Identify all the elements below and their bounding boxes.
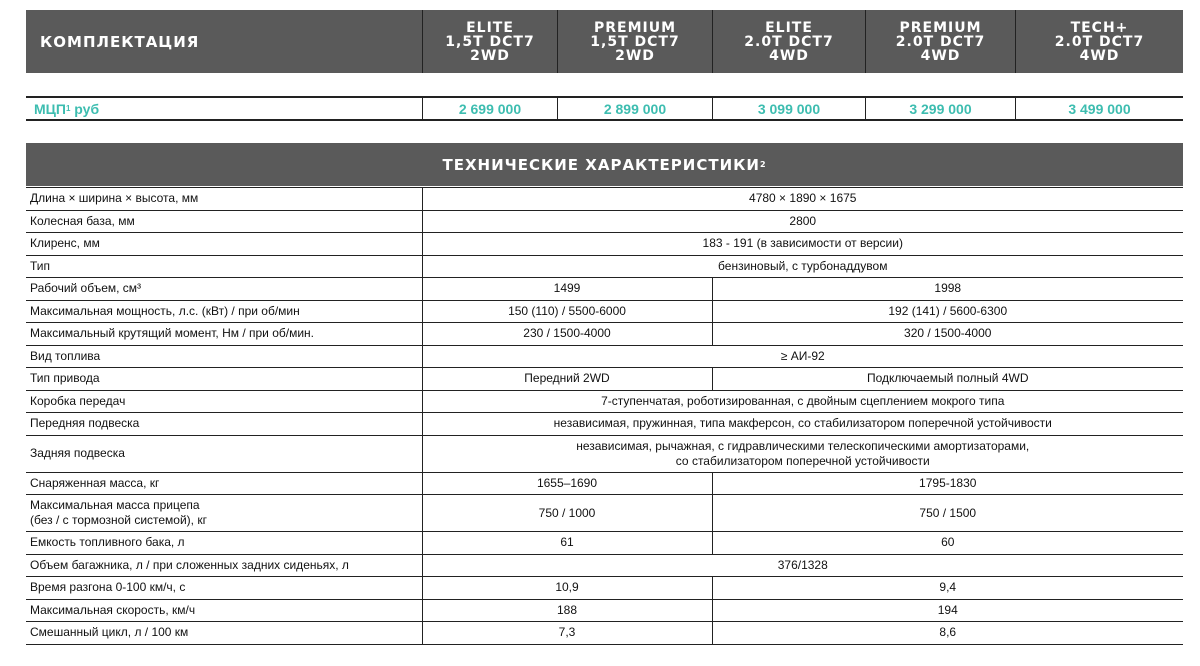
spec-label: Тип привода	[26, 368, 422, 391]
spec-value-all: 183 - 191 (в зависимости от версии)	[422, 233, 1183, 256]
trim-header	[26, 10, 1183, 73]
spec-value-all: 376/1328	[422, 554, 1183, 577]
spec-value-2-0t: 192 (141) / 5600-6300	[712, 300, 1183, 323]
spec-value-1-5t: 61	[422, 532, 712, 555]
spec-label: Задняя подвеска	[26, 435, 422, 472]
spec-label: Тип	[26, 255, 422, 278]
trim-3: ELITE 2.0T DCT7 4WD	[712, 10, 865, 73]
spec-row	[26, 345, 1183, 368]
spec-row	[26, 390, 1183, 413]
spec-label: Максимальный крутящий момент, Нм / при об/мин.	[26, 323, 422, 346]
spec-row	[26, 622, 1183, 645]
header-label: КОМПЛЕКТАЦИЯ	[40, 32, 200, 51]
spec-row	[26, 210, 1183, 233]
spec-label: Максимальная мощность, л.с. (кВт) / при об/мин	[26, 300, 422, 323]
spec-value-all: 2800	[422, 210, 1183, 233]
spec-value-2-0t: Подключаемый полный 4WD	[712, 368, 1183, 391]
spec-row	[26, 323, 1183, 346]
spec-row	[26, 532, 1183, 555]
price-1: 2 699 000	[422, 98, 557, 119]
spec-label: Рабочий объем, см³	[26, 278, 422, 301]
spec-label: Вид топлива	[26, 345, 422, 368]
spec-label: Снаряженная масса, кг	[26, 472, 422, 495]
spec-value-1-5t: 188	[422, 599, 712, 622]
spec-row	[26, 368, 1183, 391]
spec-row	[26, 278, 1183, 301]
price-3: 3 099 000	[712, 98, 865, 119]
spec-row	[26, 255, 1183, 278]
spec-value-2-0t: 1795-1830	[712, 472, 1183, 495]
spec-value-2-0t: 194	[712, 599, 1183, 622]
trim-4: PREMIUM 2.0T DCT7 4WD	[865, 10, 1015, 73]
spec-value-1-5t: 10,9	[422, 577, 712, 600]
spec-value-1-5t: 150 (110) / 5500-6000	[422, 300, 712, 323]
spec-label: Смешанный цикл, л / 100 км	[26, 622, 422, 645]
spec-value-2-0t: 750 / 1500	[712, 495, 1183, 532]
spec-value-1-5t: Передний 2WD	[422, 368, 712, 391]
spec-label: Время разгона 0-100 км/ч, с	[26, 577, 422, 600]
specs-table	[26, 187, 1183, 645]
spec-value-2-0t: 320 / 1500-4000	[712, 323, 1183, 346]
spec-label: Колесная база, мм	[26, 210, 422, 233]
spec-label: Максимальная масса прицепа (без / с тормозной системой), кг	[26, 495, 422, 532]
spec-value-all: 7-ступенчатая, роботизированная, с двойным сцеплением мокрого типа	[422, 390, 1183, 413]
spec-value-all: независимая, пружинная, типа макферсон, со стабилизатором поперечной устойчивости	[422, 413, 1183, 436]
spec-value-all: независимая, рычажная, с гидравлическими телескопическими амортизаторами, со стабилизатором поперечной устойчивости	[422, 435, 1183, 472]
price-row	[26, 96, 1183, 121]
tech-specs-title: ТЕХНИЧЕСКИЕ ХАРАКТЕРИСТИКИ 2	[26, 143, 1183, 186]
spec-value-2-0t: 9,4	[712, 577, 1183, 600]
spec-row	[26, 577, 1183, 600]
trim-5: TECH+ 2.0T DCT7 4WD	[1015, 10, 1183, 73]
spec-row	[26, 413, 1183, 436]
price-label: МЦП 1 руб	[34, 100, 100, 117]
spec-label: Передняя подвеска	[26, 413, 422, 436]
spec-value-all: бензиновый, с турбонаддувом	[422, 255, 1183, 278]
spec-row	[26, 495, 1183, 532]
spec-value-1-5t: 7,3	[422, 622, 712, 645]
spec-row	[26, 188, 1183, 211]
spec-value-2-0t: 8,6	[712, 622, 1183, 645]
spec-row	[26, 554, 1183, 577]
spec-label: Объем багажника, л / при сложенных задних сиденьях, л	[26, 554, 422, 577]
spec-row	[26, 599, 1183, 622]
spec-value-2-0t: 1998	[712, 278, 1183, 301]
spec-row	[26, 472, 1183, 495]
trim-2: PREMIUM 1,5T DCT7 2WD	[557, 10, 712, 73]
spec-value-1-5t: 1499	[422, 278, 712, 301]
price-2: 2 899 000	[557, 98, 712, 119]
spec-row	[26, 435, 1183, 472]
spec-row	[26, 233, 1183, 256]
trim-1: ELITE 1,5T DCT7 2WD	[422, 10, 557, 73]
spec-value-1-5t: 230 / 1500-4000	[422, 323, 712, 346]
spec-label: Клиренс, мм	[26, 233, 422, 256]
spec-label: Максимальная скорость, км/ч	[26, 599, 422, 622]
spec-value-1-5t: 750 / 1000	[422, 495, 712, 532]
spec-value-1-5t: 1655–1690	[422, 472, 712, 495]
spec-label: Длина × ширина × высота, мм	[26, 188, 422, 211]
spec-label: Емкость топливного бака, л	[26, 532, 422, 555]
spec-row	[26, 300, 1183, 323]
spec-label: Коробка передач	[26, 390, 422, 413]
price-5: 3 499 000	[1015, 98, 1183, 119]
spec-value-2-0t: 60	[712, 532, 1183, 555]
spec-value-all: 4780 × 1890 × 1675	[422, 188, 1183, 211]
spec-value-all: ≥ АИ-92	[422, 345, 1183, 368]
price-4: 3 299 000	[865, 98, 1015, 119]
